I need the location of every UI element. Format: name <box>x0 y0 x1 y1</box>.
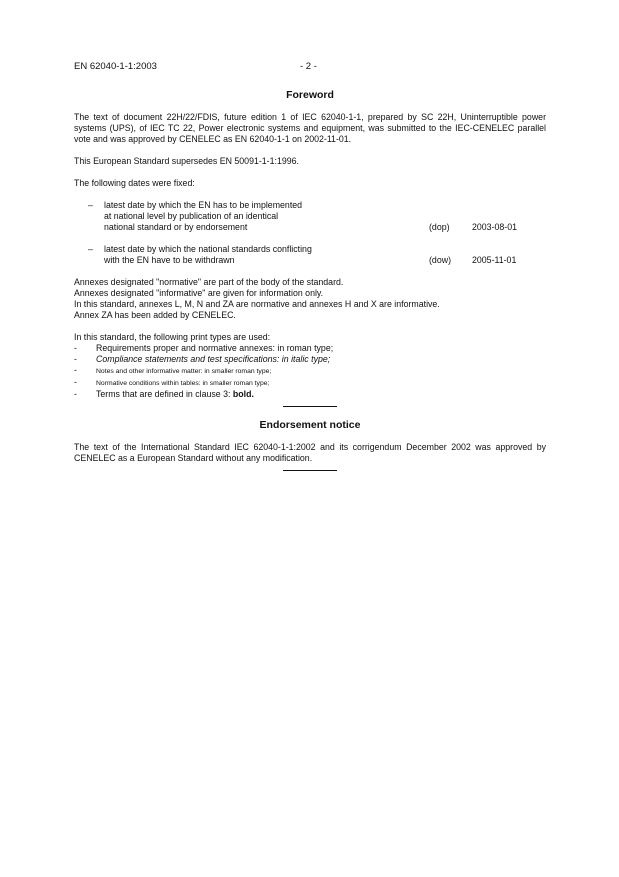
page-header <box>74 61 545 75</box>
date-description-line: latest date by which the EN has to be implemented <box>104 200 303 210</box>
foreword-title: Foreword <box>286 89 334 101</box>
date-code: (dop) <box>429 222 450 232</box>
list-dash: – <box>88 244 93 254</box>
page-number: - 2 - <box>300 61 317 72</box>
date-description-line: national standard or by endorsement <box>104 222 248 232</box>
print-type-notes: - Notes and other informative matter: in smaller roman type; <box>74 365 272 375</box>
date-description-line: at national level by publication of an identical <box>104 211 279 221</box>
print-type-tables: - Normative conditions within tables: in smaller roman type; <box>74 377 270 387</box>
foreword-intro-paragraph: The text of document 22H/22/FDIS, future edition 1 of IEC 62040-1-1, prepared by SC 22H, Uninterruptible power systems (UPS), of IEC TC 22, Power electronic systems and equipment, was submitted to the IEC-CENELEC parallel vote and was approved by CENELEC as EN 62040-1-1 on 2002-11-01. <box>74 112 546 144</box>
date-value: 2005-11-01 <box>472 255 517 265</box>
page-content <box>74 89 546 483</box>
bold-example: bold. <box>232 389 254 399</box>
date-value: 2003-08-01 <box>472 222 517 232</box>
print-type-terms: - Terms that are defined in clause 3: bold. <box>74 389 254 399</box>
annex-paragraph <box>74 277 546 321</box>
section-divider <box>283 406 337 407</box>
annex-line: Annex ZA has been added by CENELEC. <box>74 310 236 320</box>
date-description-line: with the EN have to be withdrawn <box>104 255 235 265</box>
date-item-dow <box>74 244 546 266</box>
document-id: EN 62040-1-1:2003 <box>74 61 157 72</box>
annex-line: Annexes designated "normative" are part of the body of the standard. <box>74 277 344 287</box>
section-divider <box>283 470 337 471</box>
endorsement-paragraph: The text of the International Standard IEC 62040-1-1:2002 and its corrigendum December 2002 was approved by CENELEC as a European Standard without any modification. <box>74 442 546 463</box>
supersedes-paragraph: This European Standard supersedes EN 50091-1-1:1996. <box>74 156 299 166</box>
endorsement-title: Endorsement notice <box>259 419 361 431</box>
date-code: (dow) <box>429 255 451 265</box>
dates-intro: The following dates were fixed: <box>74 178 195 188</box>
date-description-line: latest date by which the national standards conflicting <box>104 244 312 254</box>
date-item-dop <box>74 200 546 233</box>
print-types-list <box>74 343 546 400</box>
print-types-intro: In this standard, the following print types are used: <box>74 332 271 342</box>
list-dash: – <box>88 200 93 210</box>
print-type-roman: - Requirements proper and normative annexes: in roman type; <box>74 343 334 353</box>
dates-list <box>74 200 546 266</box>
print-type-italic: - Compliance statements and test specifications: in italic type; <box>74 354 331 364</box>
annex-line: In this standard, annexes L, M, N and ZA are normative and annexes H and X are informative. <box>74 299 440 309</box>
annex-line: Annexes designated "informative" are given for information only. <box>74 288 324 298</box>
